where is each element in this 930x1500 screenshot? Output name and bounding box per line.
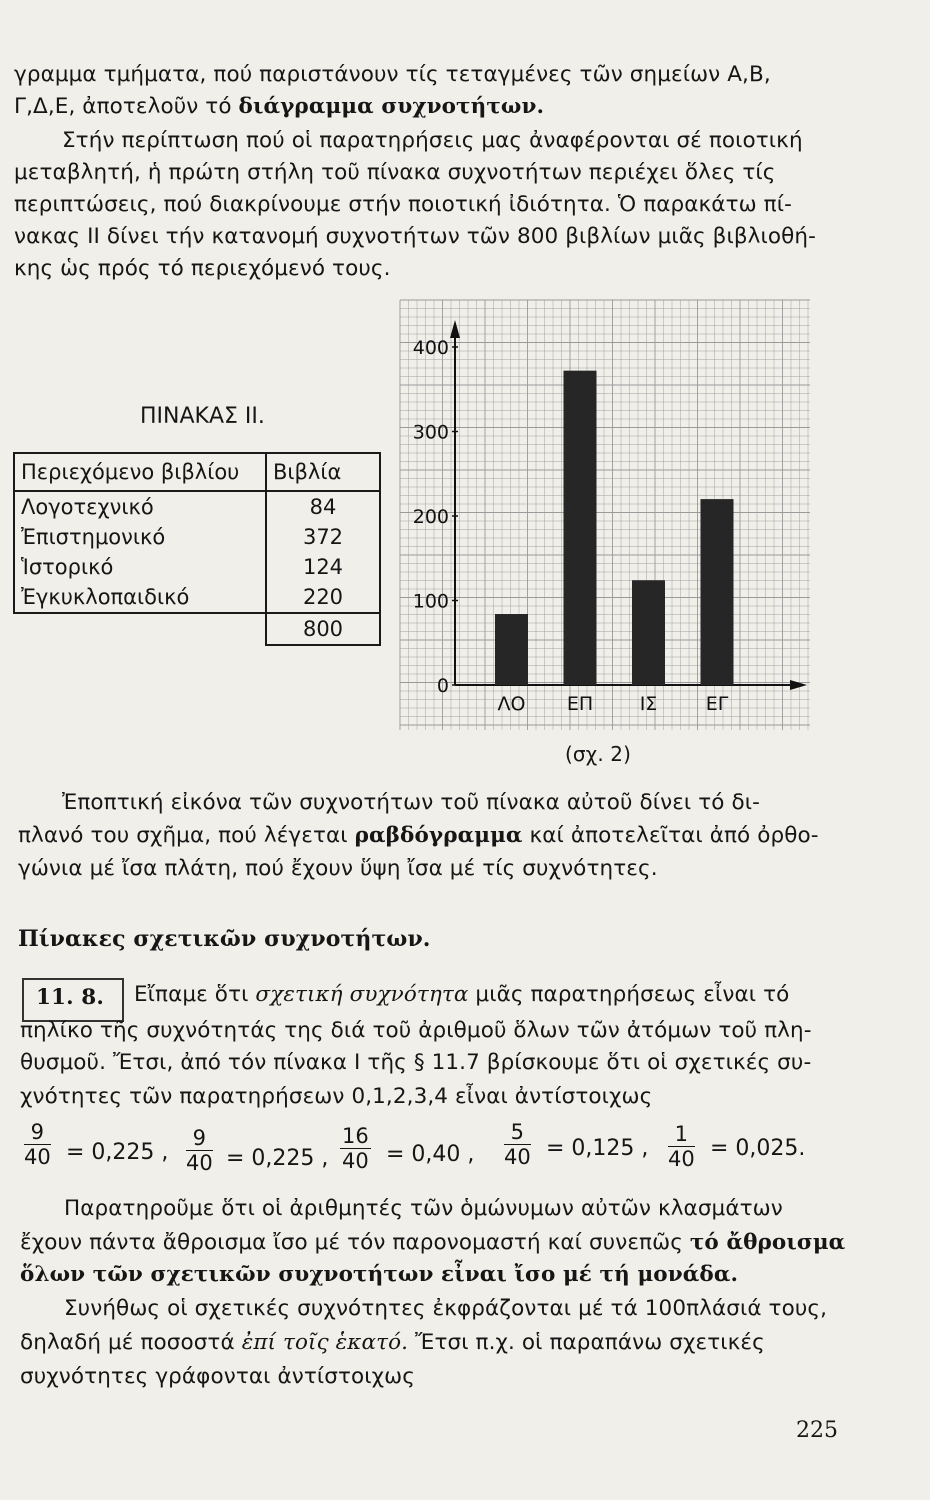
text-line: συχνότητες γράφονται ἀντίστοιχως bbox=[20, 1364, 415, 1389]
chart-grid bbox=[400, 300, 810, 730]
text-line: Συνήθως οἱ σχετικές συχνότητες ἐκφράζονται μέ τά 100πλάσιά τους, bbox=[64, 1296, 828, 1321]
fraction-value: = 0,225 , bbox=[66, 1140, 169, 1165]
section-heading: Πίνακες σχετικῶν συχνοτήτων. bbox=[18, 926, 431, 952]
fraction-numerator: 9 bbox=[24, 1120, 51, 1145]
fraction-value: = 0,225 , bbox=[226, 1146, 329, 1171]
text-line bbox=[20, 1330, 765, 1355]
text-line: θυσμοῦ. Ἔτσι, ἀπό τόν πίνακα I τῆς § 11.7 βρίσκουμε ὅτι οἱ σχετικές συ- bbox=[20, 1050, 812, 1075]
text-line-bold: ὅλων τῶν σχετικῶν συχνοτήτων εἶναι ἴσο μέ τή μονάδα. bbox=[20, 1262, 739, 1287]
fraction-value: = 0,125 , bbox=[546, 1136, 649, 1161]
fraction bbox=[186, 1126, 213, 1175]
text-line: Παρατηροῦμε ὅτι οἱ ἀριθμητές τῶν ὁμώνυμων αὐτῶν κλασμάτων bbox=[64, 1196, 783, 1221]
table-row bbox=[14, 491, 380, 522]
term-sum: τό ἄθροισμα bbox=[689, 1230, 846, 1255]
fraction-denominator: 40 bbox=[342, 1149, 369, 1173]
text-line: γραμμα τμήματα, πού παριστάνουν τίς τεταγμένες τῶν σημείων Α,Β, bbox=[14, 62, 771, 87]
table-cell-category: Ἐγκυκλοπαιδικό bbox=[14, 582, 266, 613]
text-line: πηλίκο τῆς συχνότητάς της διά τοῦ ἀριθμοῦ ὅλων τῶν ἀτόμων τοῦ πλη- bbox=[20, 1018, 812, 1043]
page-number: 225 bbox=[796, 1418, 838, 1443]
text-span: μιᾶς παρατηρήσεως εἶναι τό bbox=[468, 982, 790, 1007]
fraction-numerator: 16 bbox=[342, 1124, 369, 1148]
x-tick-label: ΙΣ bbox=[639, 693, 658, 715]
table-cell-total: 800 bbox=[266, 613, 380, 645]
bar-ΕΠ bbox=[564, 371, 597, 685]
bar-chart bbox=[395, 290, 815, 735]
frequency-table bbox=[13, 452, 381, 646]
text-line: γώνια μέ ἴσα πλάτη, πού ἔχουν ὕψη ἴσα μέ τίς συχνότητες. bbox=[18, 856, 658, 881]
y-tick-label: 300 bbox=[412, 421, 449, 444]
fraction-value: = 0,40 , bbox=[386, 1142, 475, 1167]
table-cell-category: Ἱστορικό bbox=[14, 552, 266, 582]
fraction bbox=[24, 1120, 51, 1169]
text-line: Ἐποπτική εἰκόνα τῶν συχνοτήτων τοῦ πίνακα αὐτοῦ δίνει τό δι- bbox=[62, 790, 760, 815]
text-span: Γ,Δ,Ε, ἀποτελοῦν τό bbox=[14, 94, 239, 119]
x-tick-label: ΕΓ bbox=[705, 693, 729, 715]
table-row bbox=[14, 552, 380, 582]
x-axis-arrow bbox=[790, 680, 807, 690]
text-line: κης ὡς πρός τό περιεχόμενό τους. bbox=[14, 256, 391, 281]
table-cell-count: 84 bbox=[266, 491, 380, 522]
text-line: νακας II δίνει τήν κατανομή συχνοτήτων τῶν 800 βιβλίων μιᾶς βιβλιοθή- bbox=[14, 224, 816, 249]
y-axis-arrow bbox=[450, 320, 460, 338]
text-line: περιπτώσεις, πού διακρίνουμε στήν ποιοτική ἰδιότητα. Ὁ παρακάτω πί- bbox=[14, 192, 792, 217]
text-line: μεταβλητή, ἡ πρώτη στήλη τοῦ πίνακα συχνοτήτων περιέχει ὅλες τίς bbox=[14, 160, 776, 185]
column-header-books: Βιβλία bbox=[266, 453, 380, 491]
x-tick-label: ΛΟ bbox=[497, 693, 526, 715]
text-span: Ἔτσι π.χ. οἱ παραπάνω σχετικές bbox=[408, 1330, 765, 1355]
term-bar-chart: ραβδόγραμμα bbox=[354, 823, 523, 848]
text-line bbox=[134, 982, 789, 1007]
fraction bbox=[504, 1120, 531, 1169]
text-span: δηλαδή μέ ποσοστά bbox=[20, 1330, 242, 1355]
table-total-row bbox=[14, 613, 380, 645]
fraction-denominator: 40 bbox=[24, 1145, 51, 1169]
text-line: Στήν περίπτωση πού οἱ παρατηρήσεις μας ἀναφέρονται σέ ποιοτική bbox=[62, 128, 803, 153]
fraction-value: = 0,025. bbox=[710, 1136, 806, 1161]
bar-ΛΟ bbox=[495, 614, 528, 685]
table-title: ΠΙΝΑΚΑΣ II. bbox=[140, 404, 265, 429]
table-cell-count: 220 bbox=[266, 582, 380, 613]
table-cell-count: 372 bbox=[266, 522, 380, 552]
fraction-numerator: 9 bbox=[186, 1126, 213, 1151]
text-span: Εἴπαμε ὅτι bbox=[134, 982, 256, 1007]
y-tick-label: 100 bbox=[412, 590, 449, 613]
table-row bbox=[14, 522, 380, 552]
section-number: 11. 8. bbox=[36, 985, 104, 1010]
fraction bbox=[340, 1124, 371, 1173]
bar-ΕΓ bbox=[701, 499, 734, 685]
column-header-content: Περιεχόμενο βιβλίου bbox=[14, 453, 266, 491]
figure-caption: (σχ. 2) bbox=[565, 742, 631, 766]
text-line bbox=[14, 94, 544, 119]
fraction-denominator: 40 bbox=[668, 1147, 695, 1171]
table-cell-category: Ἐπιστημονικό bbox=[14, 522, 266, 552]
y-tick-label: 400 bbox=[412, 337, 449, 359]
text-line bbox=[18, 823, 819, 848]
y-tick-label: 0 bbox=[436, 675, 449, 697]
table-row bbox=[14, 582, 380, 613]
bar-ΙΣ bbox=[632, 580, 665, 685]
text-span: καί ἀποτελεῖται ἀπό ὀρθο- bbox=[522, 823, 819, 848]
fraction-denominator: 40 bbox=[504, 1145, 531, 1169]
fraction-denominator: 40 bbox=[186, 1151, 213, 1175]
table-cell-empty bbox=[14, 613, 266, 645]
text-span: πλανό του σχῆμα, πού λέγεται bbox=[18, 823, 355, 848]
y-tick-label: 200 bbox=[412, 506, 449, 528]
x-tick-label: ΕΠ bbox=[566, 693, 594, 715]
fraction bbox=[668, 1122, 695, 1171]
fraction-numerator: 1 bbox=[668, 1122, 695, 1147]
table-cell-category: Λογοτεχνικό bbox=[14, 491, 266, 522]
text-line bbox=[20, 1230, 845, 1255]
table-cell-count: 124 bbox=[266, 552, 380, 582]
term-relative-frequency: σχετική συχνότητα bbox=[255, 982, 469, 1007]
text-line: χνότητες τῶν παρατηρήσεων 0,1,2,3,4 εἶναι ἀντίστοιχως bbox=[20, 1084, 653, 1109]
table-header-row bbox=[14, 453, 380, 491]
fraction-numerator: 5 bbox=[504, 1120, 531, 1145]
term-percent: ἐπί τοῖς ἑκατό. bbox=[241, 1330, 409, 1355]
text-span: ἔχουν πάντα ἄθροισμα ἴσο μέ τόν παρονομαστή καί συνεπῶς bbox=[20, 1230, 690, 1255]
term-frequency-diagram: διάγραμμα συχνοτήτων. bbox=[238, 94, 545, 119]
